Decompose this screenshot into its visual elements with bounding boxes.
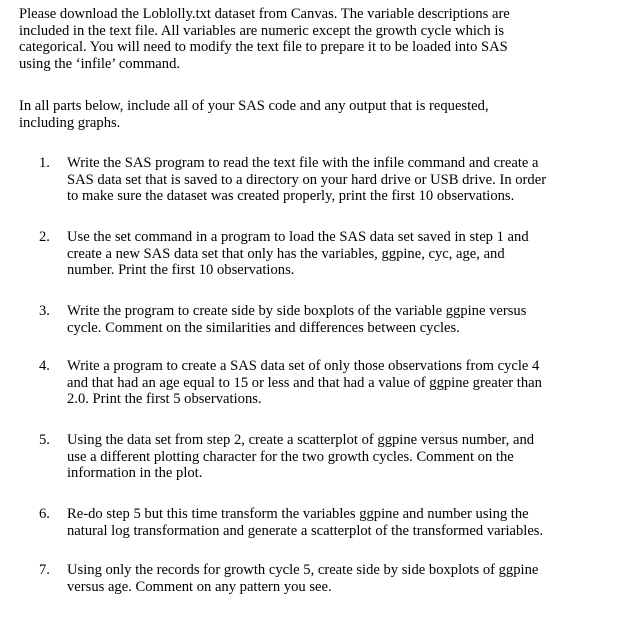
question-line: cycle. Comment on the similarities and differences between cycles. xyxy=(67,319,460,336)
intro-line: Please download the Loblolly.txt dataset from Canvas. The variable descriptions are xyxy=(19,6,510,22)
intro-line: included in the text file. All variables are numeric except the growth cycle which is xyxy=(19,22,505,39)
question-line: Write the SAS program to read the text file with the infile command and create a xyxy=(67,155,539,171)
intro-line: using the ‘infile’ command. xyxy=(19,55,181,72)
question-number: 2. xyxy=(39,229,50,245)
instructions-paragraph xyxy=(19,98,599,131)
question-line: use a different plotting character for the two growth cycles. Comment on the xyxy=(67,448,514,465)
question-line: Write the program to create side by side boxplots of the variable ggpine versus xyxy=(67,303,527,319)
question-line: Use the set command in a program to load the SAS data set saved in step 1 and xyxy=(67,229,529,245)
question-line: number. Print the first 10 observations. xyxy=(67,262,295,279)
question-line: Write a program to create a SAS data set of only those observations from cycle 4 xyxy=(67,358,540,374)
question-line: Using the data set from step 2, create a scatterplot of ggpine versus number, and xyxy=(67,432,535,448)
question-line: and that had an age equal to 15 or less and that had a value of ggpine greater than xyxy=(67,374,542,391)
question-line: natural log transformation and generate a scatterplot of the transformed variables. xyxy=(67,522,544,539)
question-line: to make sure the dataset was created properly, print the first 10 observations. xyxy=(67,188,515,205)
question-text xyxy=(67,506,607,539)
question-line: versus age. Comment on any pattern you see. xyxy=(67,578,332,595)
instructions-line: In all parts below, include all of your SAS code and any output that is requested, xyxy=(19,98,489,114)
question-line: create a new SAS data set that only has the variables, ggpine, cyc, age, and xyxy=(67,245,505,262)
question-line: SAS data set that is saved to a directory on your hard drive or USB drive. In order xyxy=(67,171,547,188)
question-text xyxy=(67,562,607,595)
question-number: 4. xyxy=(39,358,50,374)
question-line: Using only the records for growth cycle 5, create side by side boxplots of ggpine xyxy=(67,562,539,578)
question-line: Re-do step 5 but this time transform the variables ggpine and number using the xyxy=(67,506,529,522)
question-text xyxy=(67,303,607,336)
question-text xyxy=(67,155,607,205)
question-number: 6. xyxy=(39,506,50,522)
question-text xyxy=(67,432,607,482)
question-line: 2.0. Print the first 5 observations. xyxy=(67,391,262,408)
question-text xyxy=(67,358,607,408)
question-text xyxy=(67,229,607,279)
question-number: 3. xyxy=(39,303,50,319)
question-number: 1. xyxy=(39,155,50,171)
instructions-line: including graphs. xyxy=(19,114,121,131)
question-number: 5. xyxy=(39,432,50,448)
intro-paragraph xyxy=(19,6,599,72)
question-line: information in the plot. xyxy=(67,465,203,482)
intro-line: categorical. You will need to modify the text file to prepare it to be loaded into SAS xyxy=(19,39,508,56)
question-number: 7. xyxy=(39,562,50,578)
